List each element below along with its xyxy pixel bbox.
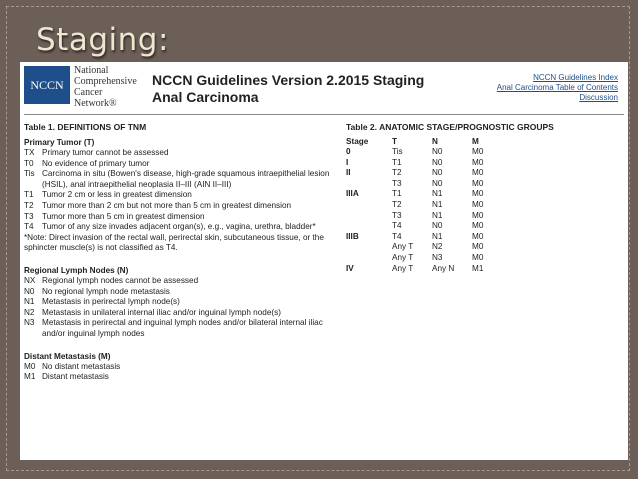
definition-row bbox=[24, 308, 334, 319]
definition-text: Distant metastasis bbox=[42, 372, 109, 382]
col-t: T bbox=[392, 137, 398, 146]
definition-text: Metastasis in perirectal lymph node(s) bbox=[42, 297, 180, 307]
stage-row bbox=[346, 211, 502, 222]
stage-cell: N2 bbox=[432, 242, 443, 252]
definition-row bbox=[24, 148, 334, 159]
distant-metastasis-heading: Distant Metastasis (M) bbox=[24, 351, 111, 361]
tnm-definitions bbox=[24, 136, 334, 383]
t4-note: *Note: Direct invasion of the rectal wall, perirectal skin, subcutaneous tissue, or the sphincter muscle(s) is not classified as T4. bbox=[24, 232, 324, 253]
definition-text: Metastasis in unilateral internal iliac and/or inguinal lymph node(s) bbox=[42, 307, 281, 317]
stage-cell bbox=[346, 211, 392, 222]
stage-cell: IV bbox=[346, 263, 354, 273]
stage-cell: M0 bbox=[472, 242, 484, 252]
definition-code: T3 bbox=[24, 211, 34, 221]
stage-row bbox=[346, 179, 502, 190]
stage-cell: IIIB bbox=[346, 231, 359, 241]
definition-text: Metastasis in perirectal and inguinal lymph nodes and/or bilateral internal iliac and/or inguinal lymph nodes bbox=[42, 318, 323, 338]
primary-tumor-heading: Primary Tumor (T) bbox=[24, 138, 95, 147]
stage-cell: T3 bbox=[392, 210, 402, 220]
stage-cell: M0 bbox=[472, 210, 484, 220]
stage-cell: N0 bbox=[432, 157, 443, 167]
stage-cell bbox=[346, 221, 392, 232]
definition-code: N2 bbox=[24, 307, 35, 317]
definition-row bbox=[24, 297, 334, 308]
definition-code: NX bbox=[24, 275, 36, 285]
stage-cell: N1 bbox=[432, 210, 443, 220]
definition-row bbox=[24, 169, 334, 190]
definition-row bbox=[24, 201, 334, 212]
table2-title: Table 2. ANATOMIC STAGE/PROGNOSTIC GROUPS bbox=[346, 122, 554, 132]
stage-cell: M0 bbox=[472, 178, 484, 188]
logo-text: National Comprehensive Cancer Network® bbox=[74, 65, 137, 109]
stage-cell: N0 bbox=[432, 168, 443, 178]
stage-row bbox=[346, 232, 502, 243]
definition-code: N1 bbox=[24, 297, 35, 307]
stage-cell: N1 bbox=[432, 189, 443, 199]
stage-cell: M1 bbox=[472, 263, 484, 273]
col-stage: Stage bbox=[346, 137, 369, 146]
stage-row bbox=[346, 158, 502, 169]
stage-cell: Any T bbox=[392, 252, 414, 262]
stage-cell: M0 bbox=[472, 147, 484, 156]
stage-cell: M0 bbox=[472, 252, 484, 262]
stage-cell: N1 bbox=[432, 231, 443, 241]
header-links bbox=[497, 73, 618, 103]
definition-code: N0 bbox=[24, 286, 35, 296]
definition-row bbox=[24, 372, 334, 383]
stage-cell: Any T bbox=[392, 263, 414, 273]
definition-row bbox=[24, 212, 334, 223]
definition-text: Tumor of any size invades adjacent organ(s), e.g., vagina, urethra, bladder* bbox=[42, 222, 316, 232]
stage-cell: N0 bbox=[432, 221, 443, 231]
definition-code: Tis bbox=[24, 169, 35, 179]
document-page bbox=[20, 62, 628, 460]
stage-cell: T2 bbox=[392, 168, 402, 178]
stage-cell: T2 bbox=[392, 199, 402, 209]
stage-cell: T4 bbox=[392, 231, 402, 241]
stage-row bbox=[346, 264, 502, 275]
slide-title: Staging: bbox=[36, 22, 169, 58]
definition-code: TX bbox=[24, 148, 35, 157]
definition-code: T4 bbox=[24, 222, 34, 232]
stage-cell: M0 bbox=[472, 221, 484, 231]
stage-row bbox=[346, 189, 502, 200]
stage-cell: 0 bbox=[346, 147, 351, 156]
stage-cell: IIIA bbox=[346, 189, 359, 199]
definition-text: No evidence of primary tumor bbox=[42, 158, 150, 168]
definition-text: Tumor more than 5 cm in greatest dimension bbox=[42, 211, 205, 221]
stage-row bbox=[346, 242, 502, 253]
header-divider bbox=[24, 114, 624, 115]
table1-title: Table 1. DEFINITIONS OF TNM bbox=[24, 122, 147, 132]
stage-cell: Any N bbox=[432, 263, 455, 273]
stage-table-header bbox=[346, 136, 502, 147]
col-n: N bbox=[432, 137, 438, 146]
stage-cell: Any T bbox=[392, 242, 414, 252]
stage-cell: T1 bbox=[392, 189, 402, 199]
stage-cell: T3 bbox=[392, 178, 402, 188]
definition-row bbox=[24, 318, 334, 339]
definition-row bbox=[24, 276, 334, 287]
stage-cell: M0 bbox=[472, 231, 484, 241]
definition-text: Regional lymph nodes cannot be assessed bbox=[42, 275, 199, 285]
definition-text: Primary tumor cannot be assessed bbox=[42, 148, 169, 157]
stage-cell bbox=[346, 253, 392, 264]
stage-groups-table bbox=[346, 136, 502, 274]
definition-code: M1 bbox=[24, 372, 36, 382]
stage-cell: M0 bbox=[472, 168, 484, 178]
stage-cell: M0 bbox=[472, 157, 484, 167]
definition-code: T1 bbox=[24, 190, 34, 200]
stage-row bbox=[346, 221, 502, 232]
definition-row bbox=[24, 159, 334, 170]
stage-row bbox=[346, 147, 502, 158]
stage-cell: T4 bbox=[392, 221, 402, 231]
stage-row bbox=[346, 253, 502, 264]
stage-cell bbox=[346, 179, 392, 190]
stage-cell bbox=[346, 200, 392, 211]
definition-code: T0 bbox=[24, 158, 34, 168]
definition-row bbox=[24, 222, 334, 233]
stage-cell: II bbox=[346, 168, 351, 178]
definition-row bbox=[24, 287, 334, 298]
stage-cell: N0 bbox=[432, 178, 443, 188]
stage-cell: N3 bbox=[432, 252, 443, 262]
stage-cell: T1 bbox=[392, 157, 402, 167]
definition-text: Tumor more than 2 cm but not more than 5 cm in greatest dimension bbox=[42, 200, 292, 210]
table-of-contents-link[interactable]: Anal Carcinoma Table of Contents bbox=[496, 83, 618, 92]
page-title: NCCN Guidelines Version 2.2015 Staging Anal Carcinoma bbox=[152, 72, 425, 105]
stage-cell: Tis bbox=[392, 147, 403, 156]
nccn-logo: NCCN bbox=[24, 66, 70, 104]
guidelines-index-link[interactable]: NCCN Guidelines Index bbox=[533, 73, 618, 82]
definition-row bbox=[24, 362, 334, 373]
stage-row bbox=[346, 200, 502, 211]
stage-cell: M0 bbox=[472, 189, 484, 199]
regional-nodes-heading: Regional Lymph Nodes (N) bbox=[24, 265, 129, 275]
stage-cell bbox=[346, 242, 392, 253]
definition-code: N3 bbox=[24, 318, 35, 328]
discussion-link[interactable]: Discussion bbox=[579, 93, 618, 102]
definition-text: Carcinoma in situ (Bowen's disease, high-grade squamous intraepithelial lesion (HSIL), anal intraepithelial neoplasia II–III (AIN II–III) bbox=[42, 169, 330, 189]
definition-row bbox=[24, 190, 334, 201]
col-m: M bbox=[472, 137, 479, 146]
stage-cell: M0 bbox=[472, 199, 484, 209]
definition-text: No distant metastasis bbox=[42, 361, 121, 371]
definition-code: M0 bbox=[24, 361, 36, 371]
stage-row bbox=[346, 168, 502, 179]
definition-text: No regional lymph node metastasis bbox=[42, 286, 170, 296]
definition-code: T2 bbox=[24, 200, 34, 210]
stage-cell: N1 bbox=[432, 199, 443, 209]
stage-cell: I bbox=[346, 157, 349, 167]
stage-cell: N0 bbox=[432, 147, 443, 156]
definition-text: Tumor 2 cm or less in greatest dimension bbox=[42, 190, 192, 200]
